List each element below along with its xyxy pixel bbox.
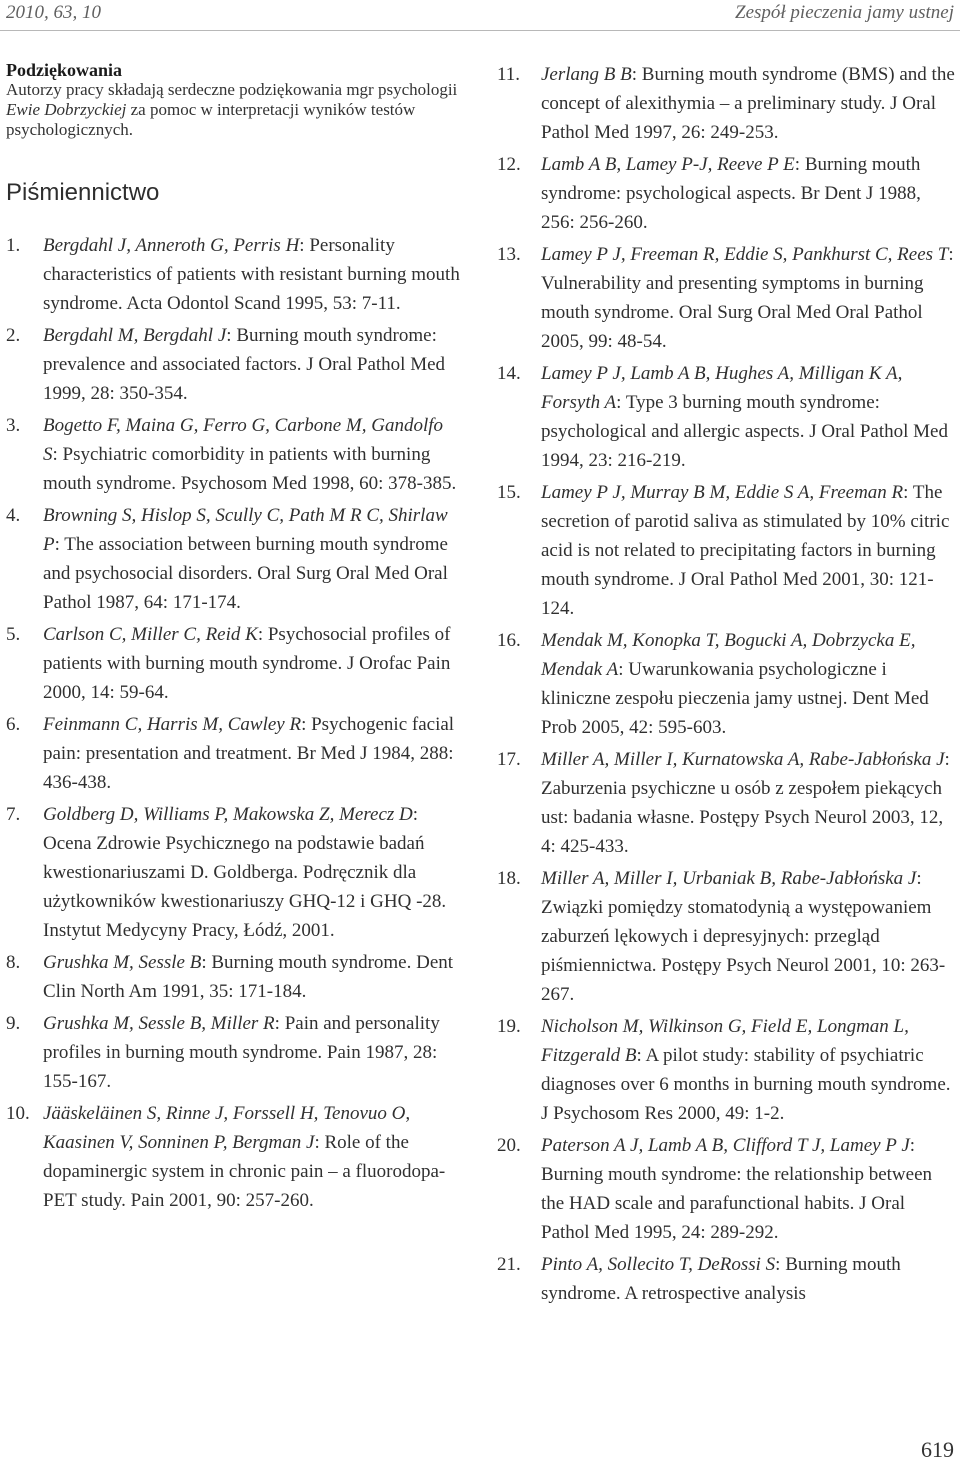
reference-item: [497, 60, 958, 147]
reference-number: 4.: [6, 505, 21, 526]
reference-item: [497, 1250, 958, 1308]
reference-citation: Psychiatric comorbidity in patients with burning mouth syndrome. Psychosom Med 1998, 60: 378-385.: [43, 444, 457, 494]
acknowledgements-text: [6, 80, 460, 140]
journal-issue: 2010, 63, 10: [6, 2, 101, 23]
reference-item: [497, 478, 958, 623]
reference-number: 12.: [497, 154, 521, 175]
reference-citation: Pain and personality profiles in burning mouth syndrome. Pain 1987, 28: 155-167.: [43, 1013, 440, 1092]
reference-item: [6, 800, 460, 945]
reference-authors: Nicholson M, Wilkinson G, Field E, Longman L, Fitzgerald B :: [541, 1016, 909, 1066]
reference-authors: Browning S, Hislop S, Scully C, Path M R C, Shirlaw P :: [43, 505, 448, 555]
reference-item: [6, 948, 460, 1006]
reference-authors: Feinmann C, Harris M, Cawley R :: [43, 714, 311, 735]
reference-authors: Jääskeläinen S, Rinne J, Forssell H, Tenovuo O, Kaasinen V, Sonninen P, Bergman J :: [43, 1103, 410, 1153]
article-short-title: Zespół pieczenia jamy ustnej: [735, 2, 954, 23]
reference-item: [6, 321, 460, 408]
reference-authors: Lamey P J, Lamb A B, Hughes A, Milligan K A, Forsyth A :: [541, 363, 902, 413]
reference-authors: Paterson A J, Lamb A B, Clifford T J, Lamey P J :: [541, 1135, 915, 1156]
reference-citation: Role of the dopaminergic system in chronic pain – a fluorodopa-PET study. Pain 2001, 90: 257-260.: [43, 1132, 446, 1211]
reference-item: [6, 231, 460, 318]
reference-number: 8.: [6, 952, 21, 973]
reference-authors: Grushka M, Sessle B, Miller R :: [43, 1013, 285, 1034]
reference-item: [6, 501, 460, 617]
reference-citation: Uwarunkowania psychologiczne i kliniczne zespołu pieczenia jamy ustnej. Dent Med Prob 2005, 42: 595-603.: [541, 659, 929, 738]
reference-item: [497, 359, 958, 475]
reference-authors: Pinto A, Sollecito T, DeRossi S :: [541, 1254, 785, 1275]
reference-number: 6.: [6, 714, 21, 735]
reference-authors: Miller A, Miller I, Urbaniak B, Rabe-Jabłońska J :: [541, 868, 922, 889]
reference-number: 2.: [6, 325, 21, 346]
reference-authors: Mendak M, Konopka T, Bogucki A, Dobrzycka E, Mendak A :: [541, 630, 915, 680]
reference-item: [6, 1099, 460, 1215]
reference-number: 9.: [6, 1013, 21, 1034]
reference-citation: Type 3 burning mouth syndrome: psychological and allergic aspects. J Oral Pathol Med 1994, 23: 216-219.: [541, 392, 948, 471]
reference-citation: Burning mouth syndrome: prevalence and associated factors. J Oral Pathol Med 1999, 28: 350-354.: [43, 325, 446, 404]
reference-number: 10.: [6, 1103, 30, 1124]
acknowledgements-title: Podziękowania: [6, 60, 123, 80]
reference-citation: Burning mouth syndrome: the relationship between the HAD scale and parafunctional habits. J Oral Pathol Med 1995, 24: 289-292.: [541, 1164, 933, 1243]
reference-number: 13.: [497, 244, 521, 265]
reference-citation: Ocena Zdrowie Psychicznego na podstawie badań kwestionariuszami D. Goldberga. Podręcznik dla użytkowników kwestionariuszy GHQ-12 i GHQ -28. Instytut Medycyny Pracy, Łódź, 2001.: [43, 833, 447, 941]
reference-item: [6, 1009, 460, 1096]
reference-number: 17.: [497, 749, 521, 770]
reference-number: 15.: [497, 482, 521, 503]
reference-item: [6, 710, 460, 797]
reference-number: 11.: [497, 64, 521, 85]
reference-citation: A pilot study: stability of psychiatric diagnoses over 6 months in burning mouth syndrome. J Psychosom Res 2000, 49: 1-2.: [541, 1045, 951, 1124]
reference-number: 20.: [497, 1135, 521, 1156]
reference-citation: Vulnerability and presenting symptoms in burning mouth syndrome. Oral Surg Oral Med Oral Pathol 2005, 99: 48-54.: [541, 273, 924, 352]
reference-authors: Grushka M, Sessle B :: [43, 952, 211, 973]
reference-number: 14.: [497, 363, 521, 384]
reference-citation: Burning mouth syndrome (BMS) and the concept of alexithymia – a preliminary study. J Oral Pathol Med 1997, 26: 249-253.: [541, 64, 955, 143]
reference-citation: The association between burning mouth syndrome and psychosocial disorders. Oral Surg Oral Med Oral Pathol 1987, 64: 171-174.: [43, 534, 448, 613]
reference-authors: Goldberg D, Williams P, Makowska Z, Merecz D :: [43, 804, 418, 825]
running-header: [0, 0, 960, 31]
reference-authors: Lamb A B, Lamey P-J, Reeve P E :: [541, 154, 805, 175]
reference-citation: Burning mouth syndrome. Dent Clin North Am 1991, 35: 171-184.: [43, 952, 454, 1002]
reference-item: [497, 626, 958, 742]
reference-number: 3.: [6, 415, 21, 436]
reference-authors: Bergdahl M, Bergdahl J :: [43, 325, 236, 346]
ack-text-before: Autorzy pracy składają serdeczne podziękowania mgr psychologii: [6, 80, 458, 99]
reference-item: [6, 411, 460, 498]
reference-authors: Miller A, Miller I, Kurnatowska A, Rabe-Jabłońska J :: [541, 749, 950, 770]
reference-number: 19.: [497, 1016, 521, 1037]
right-column: [497, 60, 958, 1311]
reference-authors: Lamey P J, Murray B M, Eddie S A, Freeman R :: [541, 482, 913, 503]
reference-number: 5.: [6, 624, 21, 645]
reference-citation: The secretion of parotid saliva as stimulated by 10% citric acid is not related to precipitating factors in burning mouth syndrome. J Oral Pathol Med 2001, 30: 121-124.: [541, 482, 950, 619]
reference-authors: Bergdahl J, Anneroth G, Perris H :: [43, 235, 309, 256]
reference-item: [497, 1131, 958, 1247]
reference-number: 7.: [6, 804, 21, 825]
reference-number: 21.: [497, 1254, 521, 1275]
reference-citation: Personality characteristics of patients with resistant burning mouth syndrome. Acta Odontol Scand 1995, 53: 7-11.: [43, 235, 460, 314]
reference-item: [497, 150, 958, 237]
reference-authors: Bogetto F, Maina G, Ferro G, Carbone M, Gandolfo S :: [43, 415, 443, 465]
left-column: [6, 60, 460, 1218]
reference-item: [497, 240, 958, 356]
reference-citation: Psychogenic facial pain: presentation and treatment. Br Med J 1984, 288: 436-438.: [43, 714, 455, 793]
reference-item: [6, 620, 460, 707]
reference-item: [497, 864, 958, 1009]
reference-item: [497, 1012, 958, 1128]
reference-number: 1.: [6, 235, 21, 256]
reference-citation: Burning mouth syndrome. A retrospective analysis: [541, 1254, 901, 1304]
reference-item: [497, 745, 958, 861]
ack-text-after: za pomoc w interpretacji wyników testów psychologicznych.: [6, 100, 416, 139]
reference-citation: Burning mouth syndrome: psychological aspects. Br Dent J 1988, 256: 256-260.: [541, 154, 921, 233]
reference-authors: Carlson C, Miller C, Reid K :: [43, 624, 268, 645]
reference-citation: Psychosocial profiles of patients with burning mouth syndrome. J Orofac Pain 2000, 14: 59-64.: [43, 624, 451, 703]
reference-citation: Związki pomiędzy stomatodynią a występowaniem zaburzeń lękowych i depresyjnych: przegląd piśmiennictwa. Postępy Psych Neurol 2001, 10: 263-267.: [541, 897, 946, 1005]
reference-authors: Jerlang B B :: [541, 64, 642, 85]
reference-number: 16.: [497, 630, 521, 651]
references-title: Piśmiennictwo: [6, 179, 160, 206]
reference-citation: Zaburzenia psychiczne u osób z zespołem piekących ust: badania własne. Postępy Psych Neurol 2003, 12, 4: 425-433.: [541, 778, 944, 857]
reference-authors: Lamey P J, Freeman R, Eddie S, Pankhurst C, Rees T :: [541, 244, 954, 265]
reference-number: 18.: [497, 868, 521, 889]
ack-person: Ewie Dobrzyckiej: [6, 100, 127, 119]
page-number: 619: [921, 1437, 954, 1462]
